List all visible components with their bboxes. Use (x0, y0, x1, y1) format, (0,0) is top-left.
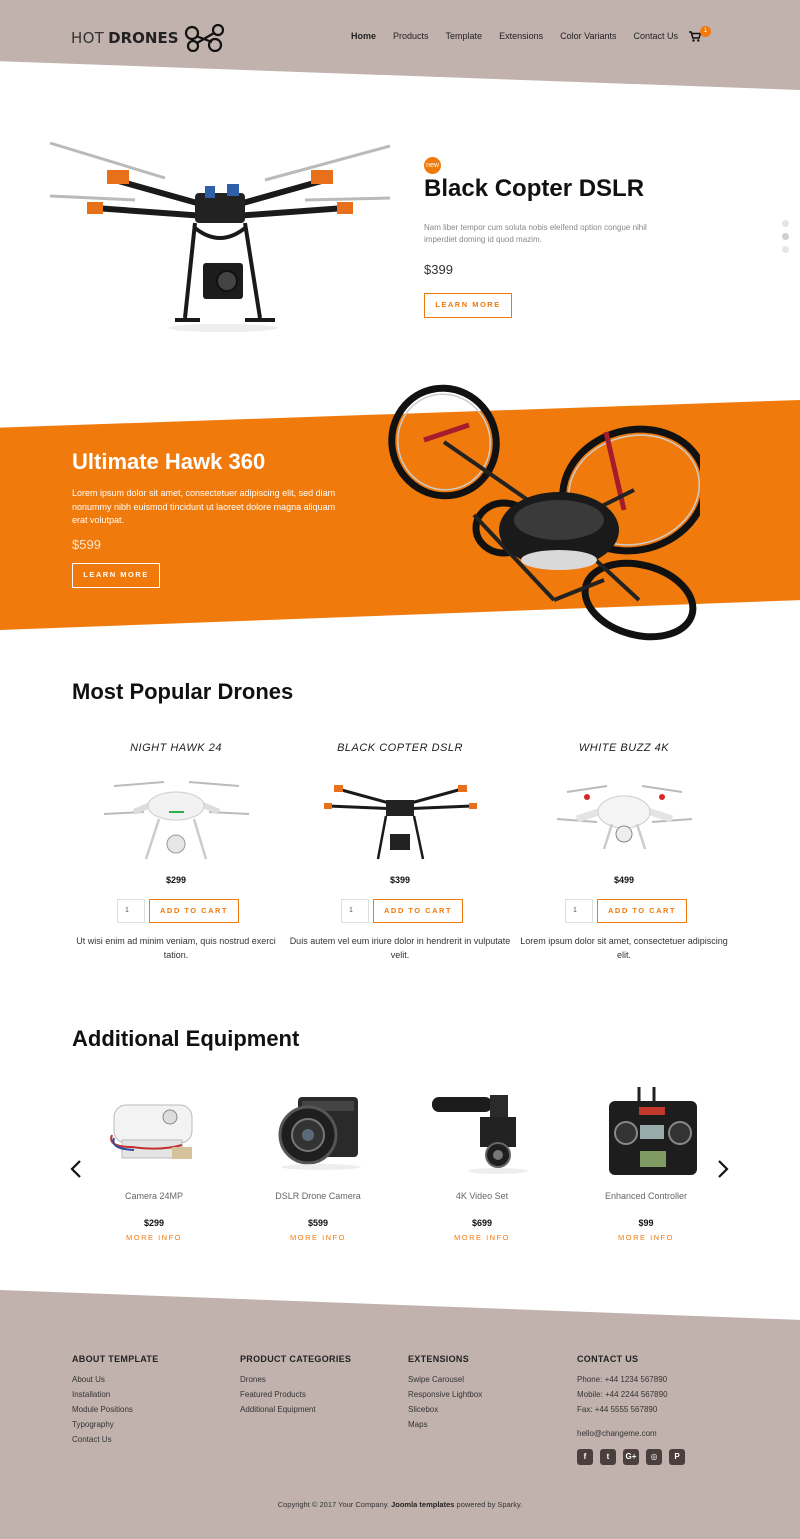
twitter-icon[interactable]: t (600, 1449, 616, 1465)
copyright-suffix: powered by Sparky. (456, 1500, 523, 1509)
controller-image (564, 1085, 728, 1180)
contact-email[interactable]: hello@changeme.com (577, 1429, 657, 1438)
quantity-input[interactable]: 1 (117, 899, 145, 923)
nav-template[interactable]: Template (445, 31, 483, 41)
equipment-price: $99 (638, 1218, 654, 1228)
product-price: $299 (165, 875, 187, 885)
product-name[interactable]: BLACK COPTER DSLR (337, 742, 463, 754)
product-name[interactable]: WHITE BUZZ 4K (578, 742, 670, 754)
contact-fax: Fax: +44 5555 567890 (577, 1405, 658, 1414)
slider-dot[interactable] (782, 220, 789, 227)
google-plus-icon[interactable]: G+ (623, 1449, 639, 1465)
footer-link-typography[interactable]: Typography (72, 1420, 114, 1429)
equipment-card-controller (564, 1085, 728, 1242)
black-copter-drone-image (288, 764, 512, 864)
footer-link-contact-us[interactable]: Contact Us (72, 1435, 112, 1444)
add-to-cart-button[interactable]: ADD TO CART (149, 899, 239, 923)
more-info-link[interactable]: MORE INFO (454, 1233, 510, 1242)
equipment-price: $599 (307, 1218, 329, 1228)
cart-button[interactable] (689, 28, 708, 47)
hero1-learn-more-button[interactable]: LEARN MORE (424, 293, 512, 318)
contact-phone: Phone: +44 1234 567890 (577, 1375, 668, 1384)
slider-dots (782, 220, 789, 259)
add-to-cart-button[interactable]: ADD TO CART (597, 899, 687, 923)
contact-mobile: Mobile: +44 2244 567890 (577, 1390, 668, 1399)
more-info-link[interactable]: MORE INFO (290, 1233, 346, 1242)
social-links (577, 1449, 692, 1465)
product-price: $499 (613, 875, 635, 885)
copyright-text (0, 1500, 800, 1509)
video-set-image (400, 1085, 564, 1180)
product-description: Lorem ipsum dolor sit amet, consectetuer adipiscing elit. (520, 936, 728, 960)
quantity-input[interactable]: 1 (565, 899, 593, 923)
black-copter-drone-image (45, 138, 395, 333)
product-card-black-copter (288, 742, 512, 960)
footer-extensions-column (408, 1354, 482, 1432)
hero2-price: $599 (72, 537, 101, 552)
equipment-card-camera-24mp (72, 1085, 236, 1242)
footer-heading: ABOUT TEMPLATE (72, 1354, 159, 1364)
nav-products[interactable]: Products (393, 31, 429, 41)
night-hawk-drone-image (64, 764, 288, 864)
equipment-name[interactable]: Enhanced Controller (604, 1191, 688, 1201)
slider-dot[interactable] (782, 246, 789, 253)
footer-link-about-us[interactable]: About Us (72, 1375, 105, 1384)
cart-count-badge: 1 (700, 26, 711, 37)
equipment-card-dslr-camera (236, 1085, 400, 1242)
equipment-card-4k-video-set (400, 1085, 564, 1242)
hero2-title: Ultimate Hawk 360 (72, 449, 266, 474)
equipment-name[interactable]: DSLR Drone Camera (275, 1191, 361, 1201)
footer-heading: CONTACT US (577, 1354, 639, 1364)
add-to-cart-button[interactable]: ADD TO CART (373, 899, 463, 923)
more-info-link[interactable]: MORE INFO (126, 1233, 182, 1242)
product-card-night-hawk (64, 742, 288, 960)
product-price: $399 (389, 875, 411, 885)
footer-link-additional-equipment[interactable]: Additional Equipment (240, 1405, 316, 1414)
instagram-icon[interactable]: ◎ (646, 1449, 662, 1465)
product-name[interactable]: NIGHT HAWK 24 (130, 742, 222, 754)
site-logo[interactable] (71, 24, 227, 52)
dslr-camera-image (236, 1085, 400, 1180)
facebook-icon[interactable]: f (577, 1449, 593, 1465)
equipment-price: $699 (471, 1218, 493, 1228)
footer-contact-column (577, 1354, 668, 1441)
equipment-name[interactable]: 4K Video Set (455, 1191, 509, 1201)
footer-link-installation[interactable]: Installation (72, 1390, 111, 1399)
main-nav (351, 31, 695, 41)
footer-about-column (72, 1354, 159, 1447)
nav-extensions[interactable]: Extensions (499, 31, 544, 41)
hero2-description: Lorem ipsum dolor sit amet, consectetuer adipiscing elit, sed diam nonummy nibh euismod tincidunt ut laoreet dolore magna aliquam erat volutpat. (72, 488, 336, 525)
hero2-learn-more-button[interactable]: LEARN MORE (72, 563, 160, 588)
new-badge: new (424, 157, 441, 174)
footer-link-swipe-carousel[interactable]: Swipe Carousel (408, 1375, 465, 1384)
footer-link-featured-products[interactable]: Featured Products (240, 1390, 306, 1399)
product-description: Duis autem vel eum iriure dolor in hendrerit in vulputate velit. (289, 936, 511, 960)
nav-contact-us[interactable]: Contact Us (633, 31, 678, 41)
nav-home[interactable]: Home (351, 31, 377, 41)
joomla-templates-link[interactable]: Joomla templates (391, 1500, 455, 1509)
footer-link-module-positions[interactable]: Module Positions (72, 1405, 133, 1414)
equipment-name[interactable]: Camera 24MP (124, 1191, 184, 1201)
hero1-price: $399 (424, 262, 453, 277)
popular-section-title: Most Popular Drones (72, 679, 294, 704)
hero1-title: Black Copter DSLR (424, 175, 645, 202)
footer-categories-column (240, 1354, 351, 1417)
footer-link-drones[interactable]: Drones (240, 1375, 266, 1384)
camera-24mp-image (72, 1085, 236, 1180)
logo-text-bold: DRONES (108, 29, 179, 47)
footer-heading: PRODUCT CATEGORIES (240, 1354, 352, 1364)
product-card-white-buzz (512, 742, 736, 960)
pinterest-icon[interactable]: P (669, 1449, 685, 1465)
equipment-price: $299 (143, 1218, 165, 1228)
footer-link-slicebox[interactable]: Slicebox (408, 1405, 439, 1414)
white-buzz-drone-image (512, 764, 736, 864)
hero1-description: Nam liber tempor cum soluta nobis eleifend option congue nihil imperdiet doming id quod mazim. (424, 223, 647, 244)
ultimate-hawk-drone-image (384, 380, 700, 650)
slider-dot-active[interactable] (782, 233, 789, 240)
more-info-link[interactable]: MORE INFO (618, 1233, 674, 1242)
product-description: Ut wisi enim ad minim veniam, quis nostrud exerci tation. (76, 936, 276, 960)
footer-link-maps[interactable]: Maps (408, 1420, 428, 1429)
copyright-prefix: Copyright © 2017 Your Company. (277, 1500, 389, 1509)
footer-heading: EXTENSIONS (408, 1354, 470, 1364)
footer-link-responsive-lightbox[interactable]: Responsive Lightbox (408, 1390, 483, 1399)
quantity-input[interactable]: 1 (341, 899, 369, 923)
nav-color-variants[interactable]: Color Variants (560, 31, 617, 41)
logo-text-light: HOT (71, 29, 105, 47)
drone-logo-icon (183, 24, 227, 52)
equipment-section-title: Additional Equipment (72, 1026, 300, 1051)
